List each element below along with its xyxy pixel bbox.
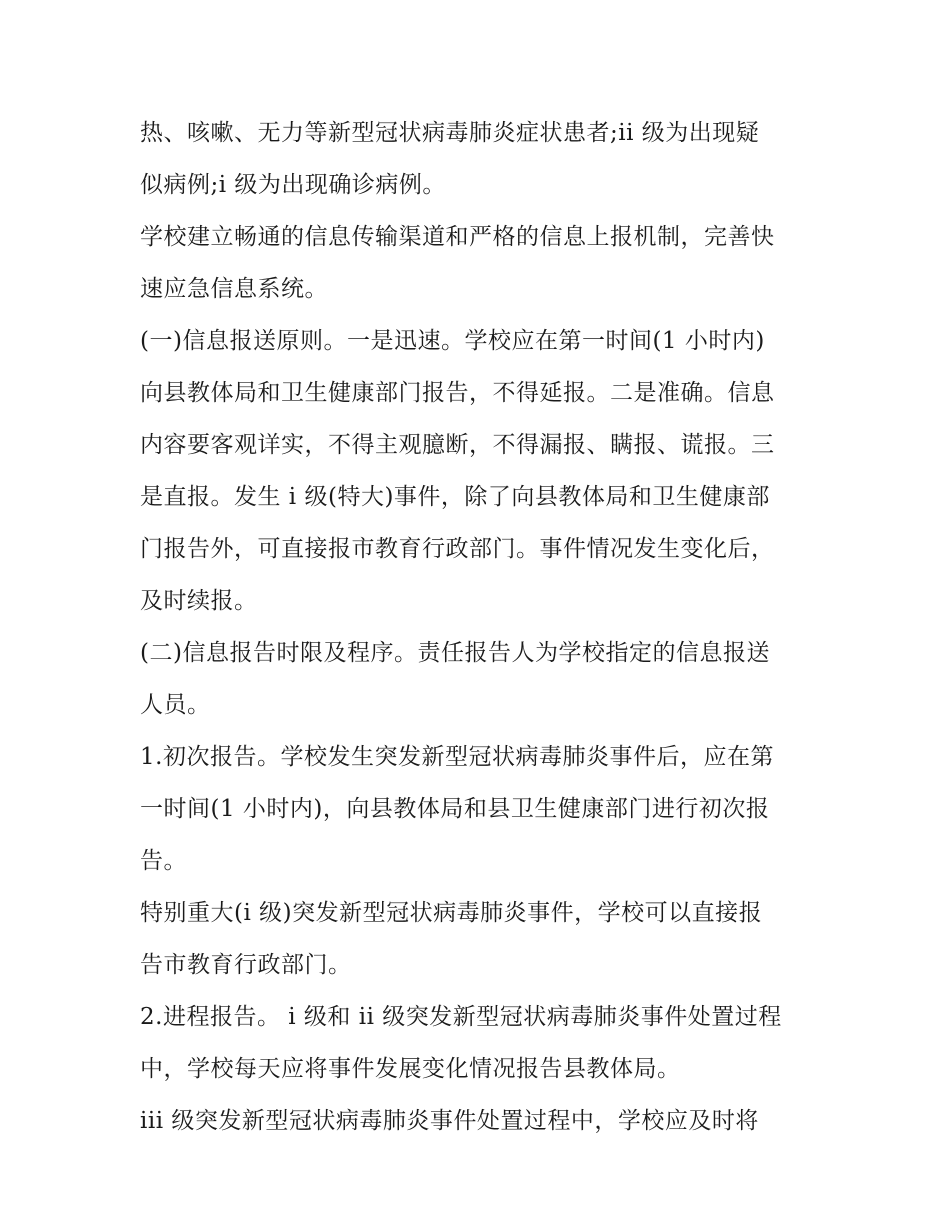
text-line: 热、咳嗽、无力等新型冠状病毒肺炎症状患者;ii 级为出现疑: [140, 120, 760, 146]
text-line: 特别重大(i 级)突发新型冠状病毒肺炎事件，学校可以直接报: [140, 900, 763, 926]
text-line: 人员。: [140, 692, 211, 718]
text-line: 2.进程报告。 i 级和 ii 级突发新型冠状病毒肺炎事件处置过程: [140, 1004, 782, 1030]
text-line: 及时续报。: [140, 588, 258, 614]
text-line: (二)信息报告时限及程序。责任报告人为学校指定的信息报送: [140, 640, 770, 666]
text-line: (一)信息报送原则。一是迅速。学校应在第一时间(1 小时内): [140, 328, 765, 354]
text-line: 门报告外，可直接报市教育行政部门。事件情况发生变化后，: [140, 536, 775, 562]
text-line: iii 级突发新型冠状病毒肺炎事件处置过程中，学校应及时将: [140, 1108, 759, 1134]
text-line: 一时间(1 小时内)，向县教体局和县卫生健康部门进行初次报: [140, 796, 770, 822]
text-line: 告市教育行政部门。: [140, 952, 352, 978]
document-body: [140, 107, 820, 1147]
text-line: 学校建立畅通的信息传输渠道和严格的信息上报机制，完善快: [140, 224, 775, 250]
text-line: 中，学校每天应将事件发展变化情况报告县教体局。: [140, 1056, 681, 1082]
text-line: 1.初次报告。学校发生突发新型冠状病毒肺炎事件后，应在第: [140, 744, 774, 770]
text-line: 似病例;i 级为出现确诊病例。: [140, 172, 446, 198]
text-line: 向县教体局和卫生健康部门报告，不得延报。二是准确。信息: [140, 380, 775, 406]
text-line: 告。: [140, 848, 187, 874]
text-line: 内容要客观详实，不得主观臆断，不得漏报、瞒报、谎报。三: [140, 432, 775, 458]
text-line: 是直报。发生 i 级(特大)事件，除了向县教体局和卫生健康部: [140, 484, 770, 510]
text-line: 速应急信息系统。: [140, 276, 328, 302]
